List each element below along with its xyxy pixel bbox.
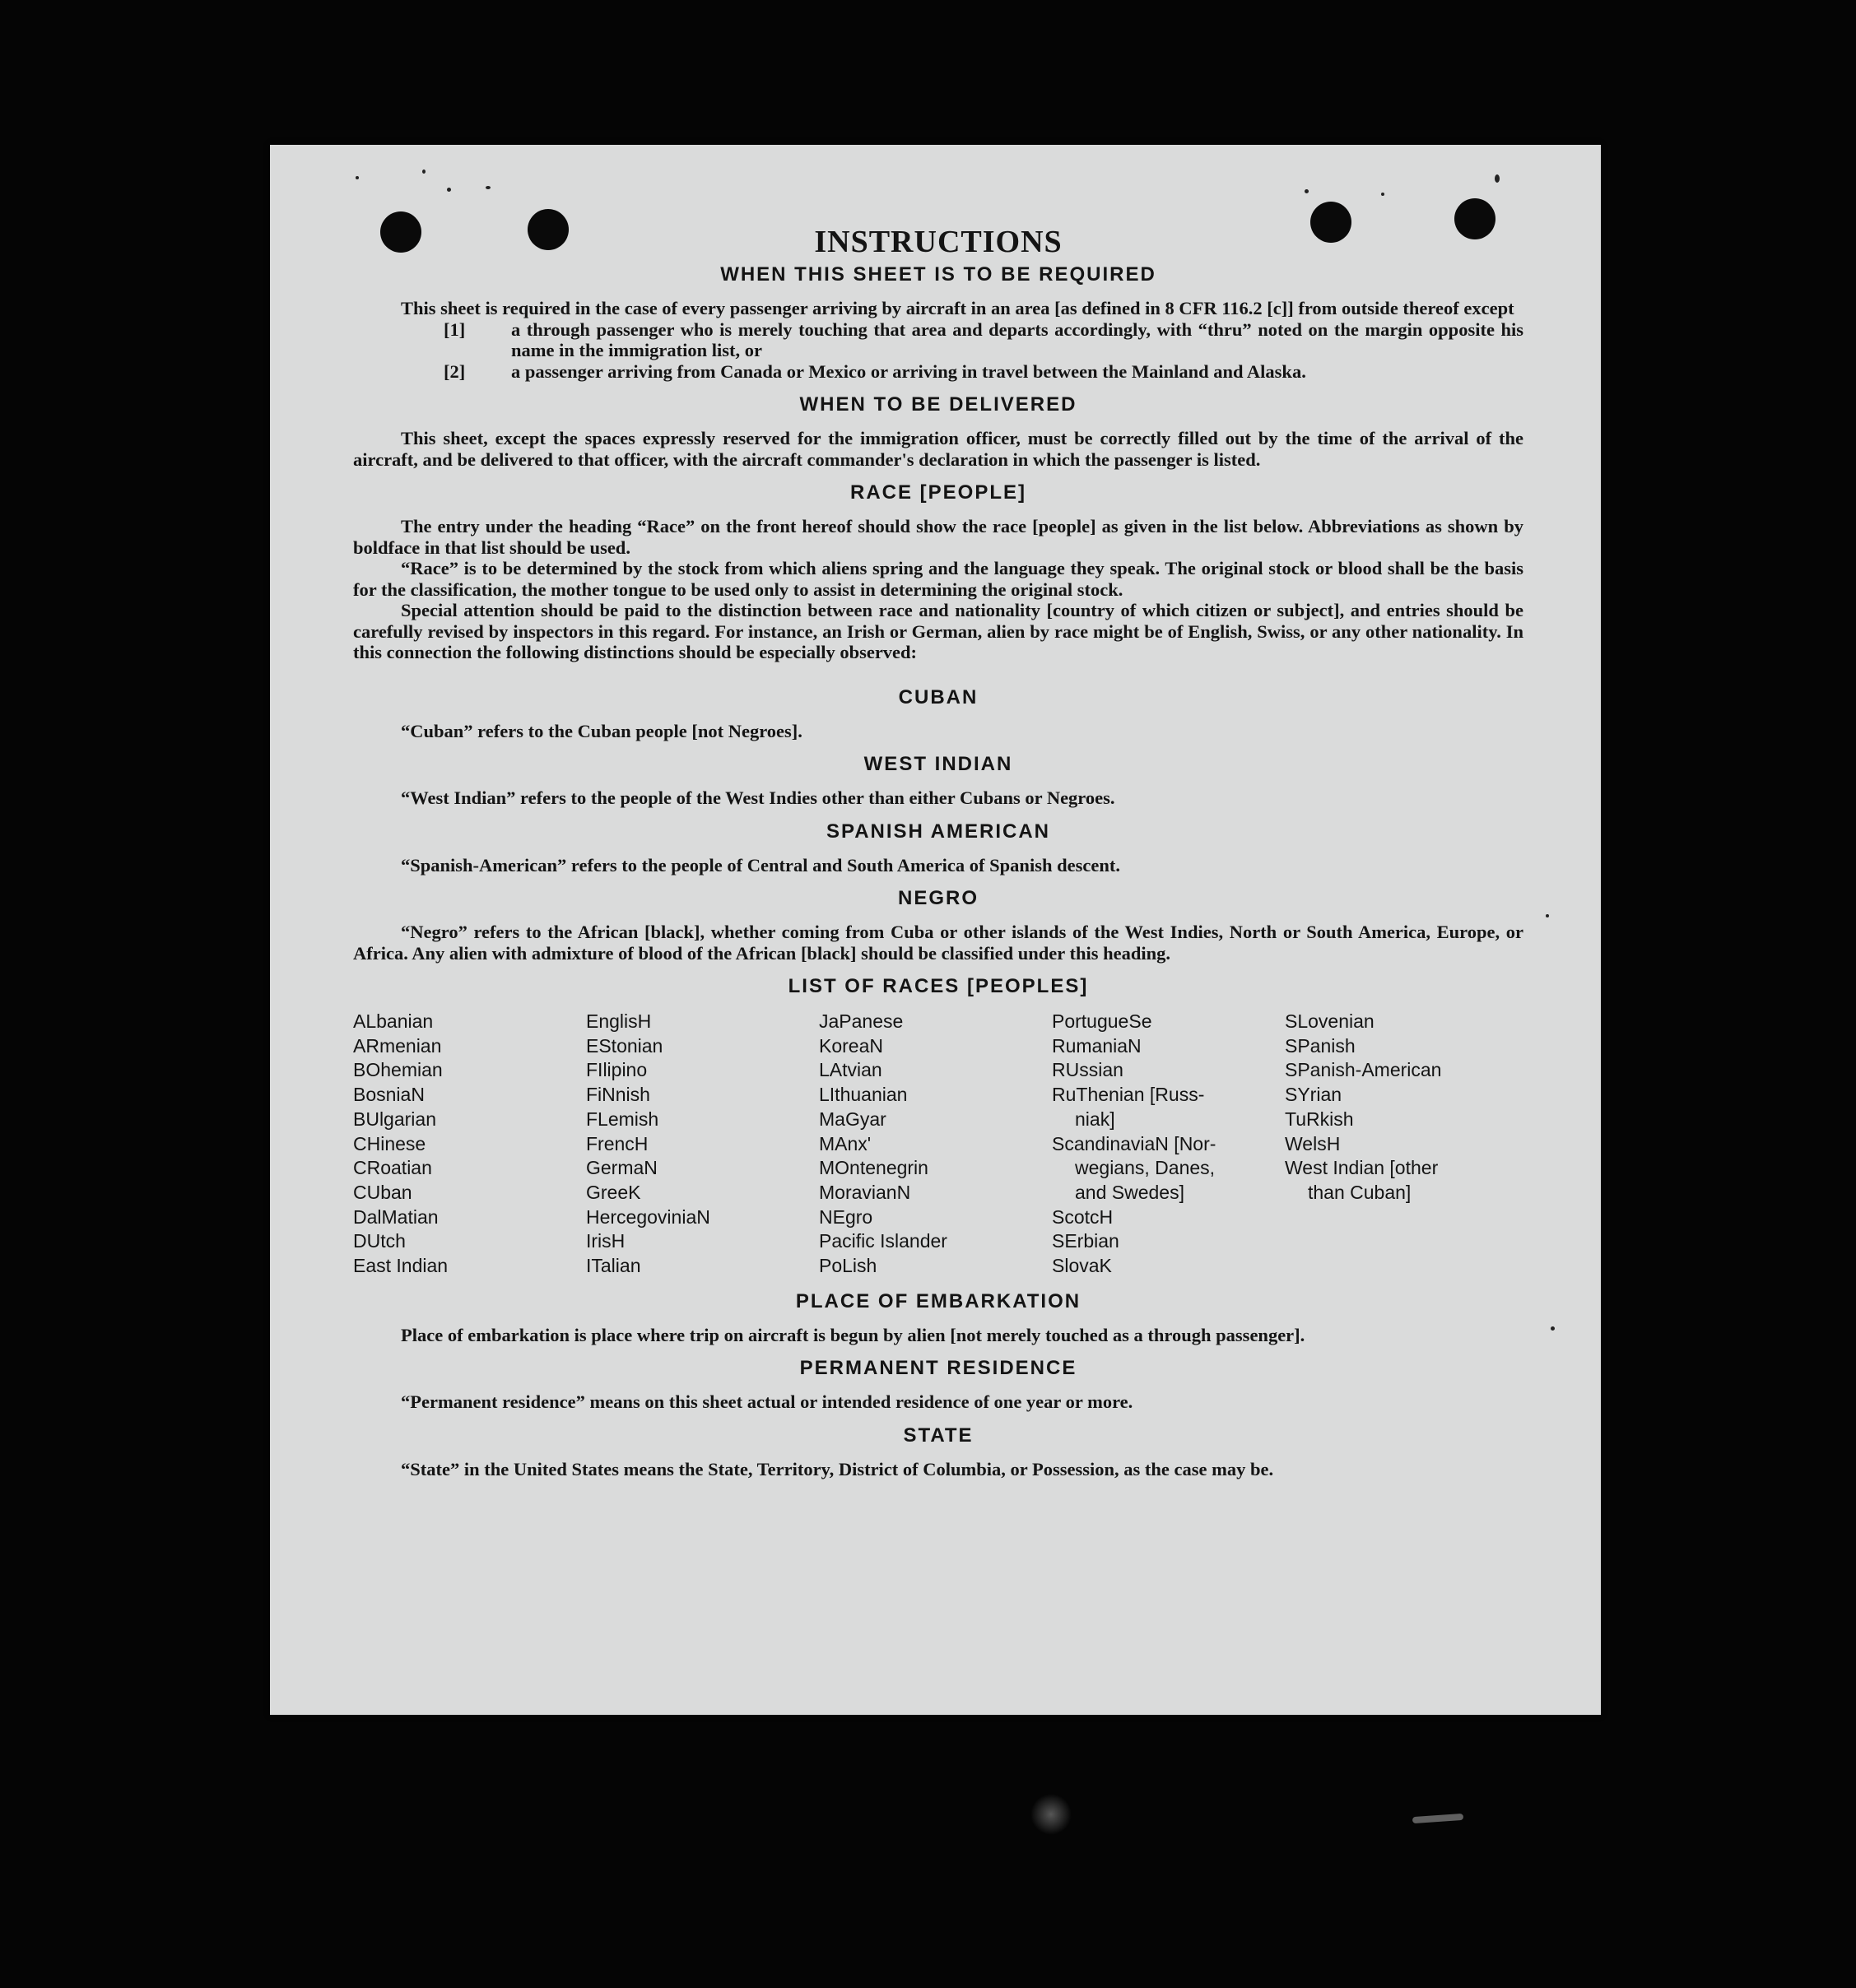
race-entry: MOntenegrin xyxy=(819,1157,928,1179)
race-entry: CUban xyxy=(353,1181,412,1203)
race-entry: BOhemian xyxy=(353,1059,443,1081)
paragraph-state: “State” in the United States means the State, Territory, District of Columbia, or Possession, as the case may be. xyxy=(401,1458,1274,1479)
race-entry: FiNnish xyxy=(586,1084,650,1106)
race-entry: TuRkish xyxy=(1285,1108,1354,1130)
race-entry: NEgro xyxy=(819,1205,873,1228)
exception-text: a through passenger who is merely touching that area and departs accordingly, with “thru” noted on the margin opposite his name in the immigration list, or xyxy=(511,318,1523,360)
dust-speck xyxy=(356,176,359,179)
exception-number: [1] xyxy=(444,318,466,340)
races-column-4 xyxy=(1052,1010,1285,1279)
race-entry: MoravianN xyxy=(819,1181,911,1203)
race-entry: JaPanese xyxy=(819,1010,904,1032)
race-entry: RuThenian [Russ- xyxy=(1052,1084,1205,1106)
page-title: INSTRUCTIONS xyxy=(814,225,1063,259)
exceptions-list xyxy=(444,319,1523,383)
heading-west-indian: WEST INDIAN xyxy=(863,753,1013,775)
paragraph-race-2: “Race” is to be determined by the stock from which aliens spring and the language they speak. The original stock or blood shall be the basis for the classification, the mother tongue to be used only to assist in determining the original stock. xyxy=(353,558,1523,600)
paragraph-cuban: “Cuban” refers to the Cuban people [not Negroes]. xyxy=(401,720,802,741)
race-entry: SLovenian xyxy=(1285,1010,1375,1032)
dust-speck xyxy=(1495,174,1500,183)
dust-speck xyxy=(447,188,451,192)
light-reflection xyxy=(1030,1794,1072,1835)
paragraph-spanish-american: “Spanish-American” refers to the people of Central and South America of Spanish descent. xyxy=(401,854,1120,876)
heading-permanent-residence: PERMANENT RESIDENCE xyxy=(799,1357,1077,1380)
exception-number: [2] xyxy=(444,360,466,382)
race-entry: East Indian xyxy=(353,1255,449,1277)
exception-text: a passenger arriving from Canada or Mexico or arriving in travel between the Mainland and Alaska. xyxy=(511,360,1306,382)
race-entry: IrisH xyxy=(586,1230,626,1252)
paragraph-negro: “Negro” refers to the African [black], whether coming from Cuba or other islands of the West Indies, North or South America, Europe, or Africa. Any alien with admixture of blood of the African [black] should be classified under this heading. xyxy=(353,922,1523,964)
race-entry: CRoatian xyxy=(353,1157,432,1179)
exception-item-1 xyxy=(444,319,1523,361)
paragraph-residence: “Permanent residence” means on this sheet actual or intended residence of one year or more. xyxy=(401,1391,1133,1413)
races-column-2 xyxy=(586,1010,819,1279)
race-entry: KoreaN xyxy=(819,1034,883,1057)
race-entry: LIthuanian xyxy=(819,1084,908,1106)
paragraph-west-indian: “West Indian” refers to the people of the West Indies other than either Cubans or Negroes. xyxy=(401,787,1115,808)
race-entry: SPanish-American xyxy=(1285,1059,1442,1081)
race-entry: ScotcH xyxy=(1052,1205,1114,1228)
race-entry: EnglisH xyxy=(586,1010,652,1032)
race-entry: PoLish xyxy=(819,1255,877,1277)
paragraph-delivered: This sheet, except the spaces expressly reserved for the immigration officer, must be correctly filled out by the time of the arrival of the aircraft, and be delivered to that officer, with the aircraft commander's declaration in which the passenger is listed. xyxy=(353,428,1523,470)
heading-when-delivered: WHEN TO BE DELIVERED xyxy=(799,393,1077,416)
instructions-body xyxy=(353,224,1523,1479)
race-entry: DUtch xyxy=(353,1230,406,1252)
race-entry: PortugueSe xyxy=(1052,1010,1152,1032)
race-entry: SPanish xyxy=(1285,1034,1356,1057)
race-entry: Pacific Islander xyxy=(819,1230,947,1252)
race-entry: SYrian xyxy=(1285,1084,1342,1106)
race-entry: FIlipino xyxy=(586,1059,648,1081)
race-entry: BUlgarian xyxy=(353,1108,436,1130)
race-entry: MAnx' xyxy=(819,1132,872,1154)
heading-when-required: WHEN THIS SHEET IS TO BE REQUIRED xyxy=(720,263,1156,286)
race-entry: RumaniaN xyxy=(1052,1034,1142,1057)
race-entry: ITalian xyxy=(586,1255,641,1277)
race-entry: FrencH xyxy=(586,1132,649,1154)
race-entry: West Indian [other xyxy=(1285,1157,1439,1179)
race-entry: BosniaN xyxy=(353,1084,425,1106)
exception-item-2 xyxy=(444,361,1523,383)
race-entry-continued: wegians, Danes, xyxy=(1075,1157,1216,1179)
race-entry: EStonian xyxy=(586,1034,663,1057)
paragraph-race-1: The entry under the heading “Race” on the front hereof should show the race [people] as given in the list below. Abbreviations as shown by boldface in that list should be used. xyxy=(353,516,1523,558)
dust-speck xyxy=(486,186,491,189)
dust-speck xyxy=(1546,914,1549,917)
dust-speck xyxy=(1305,189,1309,193)
race-entry: ARmenian xyxy=(353,1034,442,1057)
instruction-sheet xyxy=(270,145,1601,1715)
race-entry: FLemish xyxy=(586,1108,659,1130)
races-column-5 xyxy=(1285,1010,1523,1279)
paragraph-embarkation: Place of embarkation is place where trip on aircraft is begun by alien [not merely touched as a through passenger]. xyxy=(401,1324,1305,1345)
heading-negro: NEGRO xyxy=(897,887,979,909)
race-entry: LAtvian xyxy=(819,1059,882,1081)
race-entry: ALbanian xyxy=(353,1010,434,1032)
race-entry: WelsH xyxy=(1285,1132,1341,1154)
dust-speck xyxy=(1381,193,1384,196)
races-column-3 xyxy=(819,1010,1052,1279)
races-list xyxy=(353,1010,1523,1279)
dust-speck xyxy=(1551,1326,1555,1331)
race-entry: GreeK xyxy=(586,1181,641,1203)
races-column-1 xyxy=(353,1010,586,1279)
heading-spanish-american: SPANISH AMERICAN xyxy=(826,820,1050,843)
race-entry: HercegoviniaN xyxy=(586,1205,710,1228)
race-entry: GermaN xyxy=(586,1157,658,1179)
race-entry: CHinese xyxy=(353,1132,426,1154)
heading-place-of-embarkation: PLACE OF EMBARKATION xyxy=(795,1289,1082,1312)
paragraph-race-3: Special attention should be paid to the distinction between race and nationality [country of which citizen or subject], and entries should be carefully revised by inspectors in this regard. For instance, an Irish or German, alien by race might be of English, Swiss, or any other nationality. In this connection the following distinctions should be especially observed: xyxy=(353,600,1523,662)
race-entry: RUssian xyxy=(1052,1059,1123,1081)
paper-scrap xyxy=(1412,1814,1463,1823)
race-entry: MaGyar xyxy=(819,1108,886,1130)
heading-list-of-races: LIST OF RACES [PEOPLES] xyxy=(788,975,1089,997)
race-entry-continued: than Cuban] xyxy=(1308,1181,1412,1203)
race-entry: SlovaK xyxy=(1052,1255,1112,1277)
race-entry-continued: and Swedes] xyxy=(1075,1181,1184,1203)
heading-state: STATE xyxy=(903,1424,974,1447)
race-entry: ScandinaviaN [Nor- xyxy=(1052,1132,1216,1154)
dust-speck xyxy=(422,170,426,174)
race-entry: DalMatian xyxy=(353,1205,439,1228)
heading-race: RACE [PEOPLE] xyxy=(849,481,1026,504)
race-entry: SErbian xyxy=(1052,1230,1119,1252)
race-entry-continued: niak] xyxy=(1075,1108,1115,1130)
paragraph-required-intro: This sheet is required in the case of every passenger arriving by aircraft in an area [as defined in 8 CFR 116.2 [c]] from outside thereof except xyxy=(401,298,1514,318)
heading-cuban: CUBAN xyxy=(898,685,979,708)
